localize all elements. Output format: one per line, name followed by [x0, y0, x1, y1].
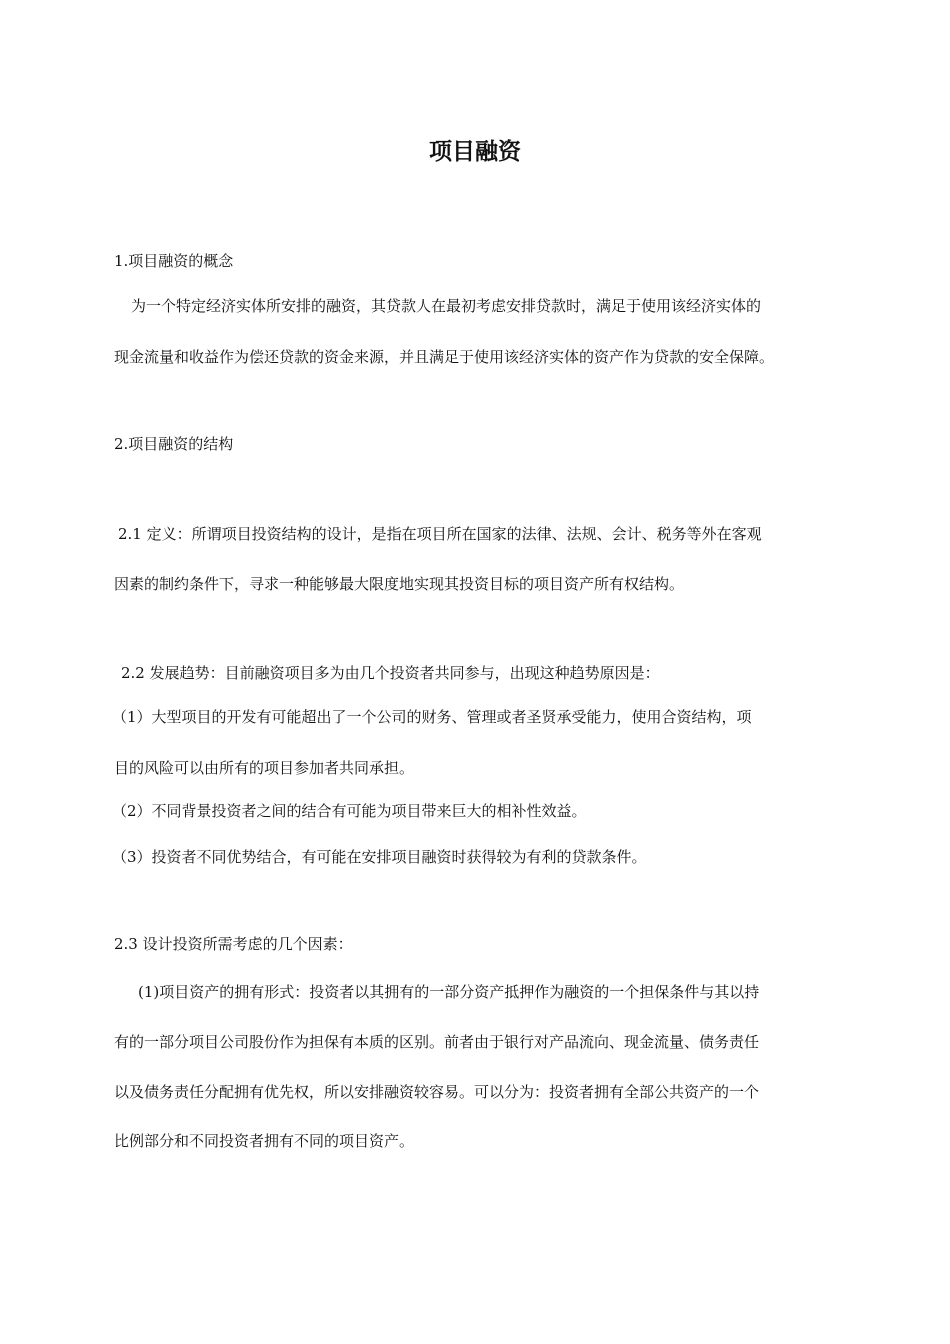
paragraph-line: 因素的制约条件下，寻求一种能够最大限度地实现其投资目标的项目资产所有权结构。: [114, 575, 685, 593]
paragraph-line: 为一个特定经济实体所安排的融资，其贷款人在最初考虑安排贷款时，满足于使用该经济实体的: [131, 297, 762, 315]
list-item: （3）投资者不同优势结合，有可能在安排项目融资时获得较为有利的贷款条件。: [112, 848, 647, 866]
list-item: （2）不同背景投资者之间的结合有可能为项目带来巨大的相补性效益。: [112, 802, 587, 820]
list-item: （1）大型项目的开发有可能超出了一个公司的财务、管理或者圣贤承受能力，使用合资结构，项: [112, 708, 752, 726]
document-title: 项目融资: [429, 139, 521, 165]
paragraph-line: 比例部分和不同投资者拥有不同的项目资产。: [114, 1132, 415, 1150]
paragraph-line: (1)项目资产的拥有形式：投资者以其拥有的一部分资产抵押作为融资的一个担保条件与其以持: [138, 983, 760, 1001]
paragraph-line: 2.2 发展趋势：目前融资项目多为由几个投资者共同参与，出现这种趋势原因是：: [121, 664, 660, 682]
paragraph-line: 现金流量和收益作为偿还贷款的资金来源，并且满足于使用该经济实体的资产作为贷款的安全保障。: [114, 348, 775, 366]
heading-2-3: 2.3 设计投资所需考虑的几个因素：: [114, 935, 353, 953]
paragraph-line: 以及债务责任分配拥有优先权，所以安排融资较容易。可以分为：投资者拥有全部公共资产的一个: [114, 1083, 760, 1101]
list-item-continuation: 目的风险可以由所有的项目参加者共同承担。: [114, 759, 415, 777]
paragraph-line: 有的一部分项目公司股份作为担保有本质的区别。前者由于银行对产品流向、现金流量、债务责任: [114, 1033, 760, 1051]
paragraph-line: 2.1 定义：所谓项目投资结构的设计，是指在项目所在国家的法律、法规、会计、税务等外在客观: [118, 525, 762, 543]
heading-2: 2.项目融资的结构: [114, 435, 234, 453]
heading-1: 1.项目融资的概念: [114, 252, 234, 270]
